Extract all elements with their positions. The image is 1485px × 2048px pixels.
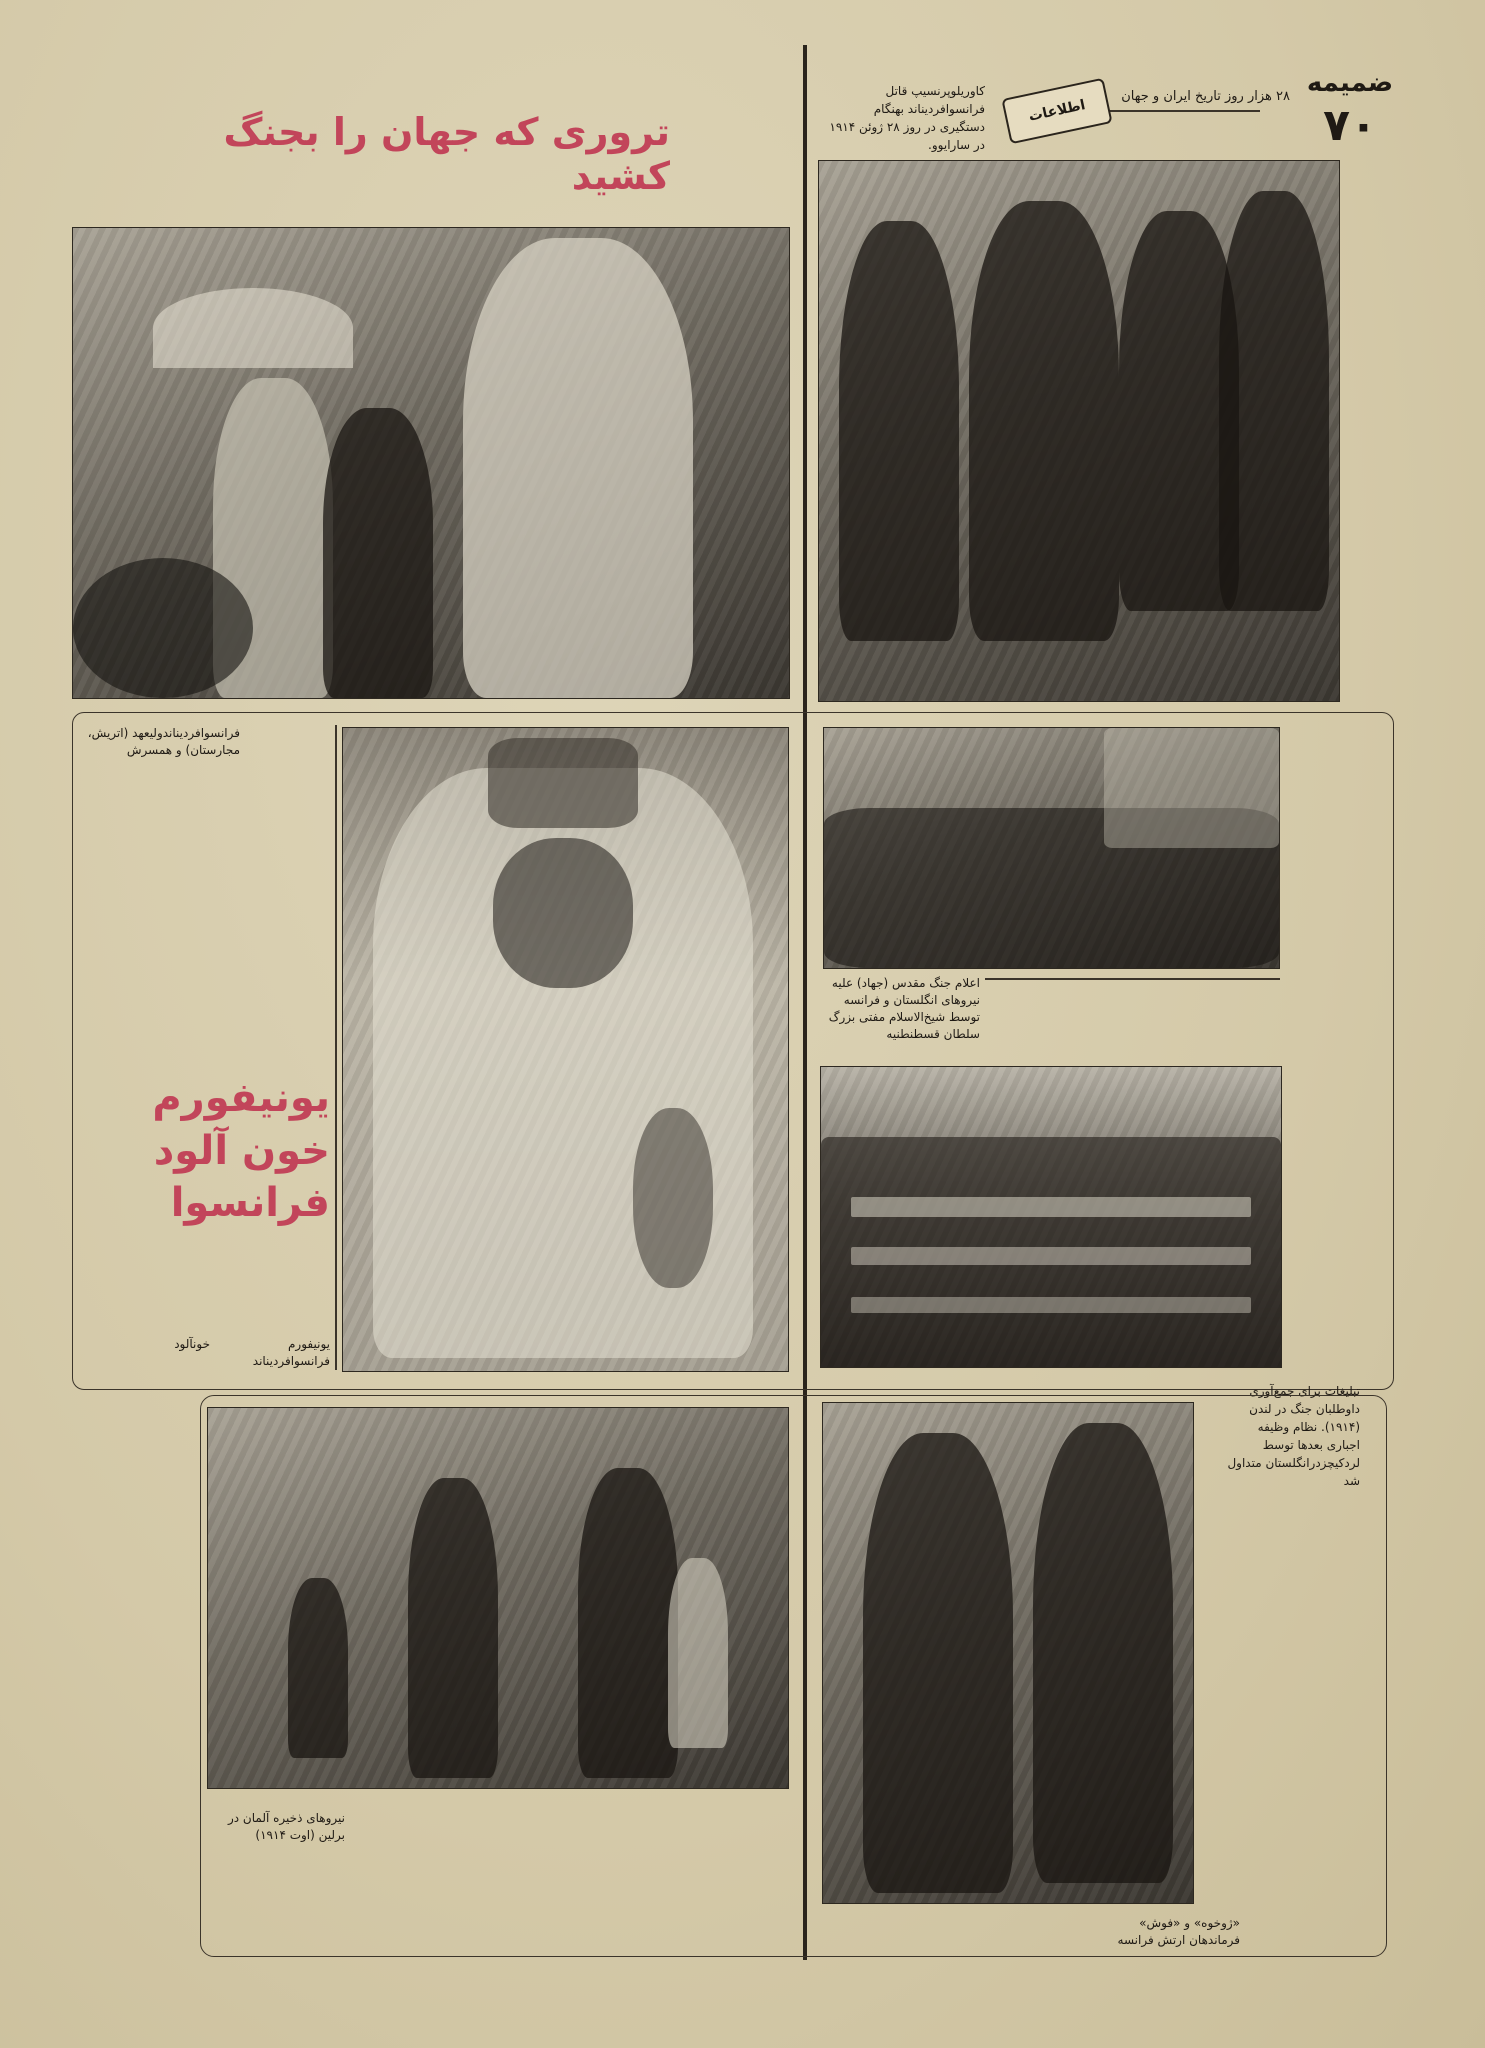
uniform-title-line2: خون آلود bbox=[153, 1128, 330, 1174]
umbrella-shape bbox=[153, 288, 353, 368]
logo-text: اطلاعات bbox=[1027, 97, 1087, 125]
banner-strip bbox=[851, 1197, 1251, 1217]
photo-princip-arrest bbox=[818, 160, 1340, 702]
supplement-label: ضمیمه bbox=[1306, 68, 1394, 98]
crowd-figure bbox=[839, 221, 959, 641]
child-figure bbox=[668, 1558, 728, 1748]
banner-strip bbox=[851, 1297, 1251, 1313]
photo-london-recruiting bbox=[820, 1066, 1282, 1368]
crowd-figure bbox=[1219, 191, 1329, 611]
caption-arrest: کاوریلوپرنسیپ قاتل فرانسوافردیناند بهنگام دستگیری در روز ۲۸ ژوئن ۱۹۱۴ در سارایوو. bbox=[829, 84, 985, 152]
photo-archduke-carriage bbox=[72, 227, 790, 699]
caption-jihad: اعلام جنگ مقدس (جهاد) علیه نیروهای انگلستان و فرانسه توسط شیخ‌الاسلام مفتی بزرگ سلطان قسطنطنیه bbox=[828, 976, 980, 1041]
caption-couple: فرانسوافردیناندولیعهد (اتریش، مجارستان) و همسرش bbox=[87, 726, 240, 757]
caption-uniform-b: خونآلود bbox=[174, 1337, 210, 1351]
main-title: تروری که جهان را بجنگ کشید bbox=[223, 110, 670, 198]
uniform-title-line3: فرانسوا bbox=[170, 1180, 330, 1226]
photo-berlin-reserves bbox=[207, 1407, 789, 1789]
blood-stain bbox=[633, 1108, 713, 1288]
caption-uniform-a: یونیفورم فرانسوافردیناند bbox=[252, 1337, 330, 1368]
building-shape bbox=[1104, 728, 1279, 848]
figure-archduke bbox=[463, 238, 693, 698]
photo-jihad-declaration bbox=[823, 727, 1280, 969]
general-joffre bbox=[863, 1433, 1013, 1893]
figure-officer bbox=[323, 408, 433, 698]
newspaper-logo bbox=[1001, 78, 1112, 145]
uniform-side-line bbox=[335, 725, 337, 1370]
series-title: ۲۸ هزار روز تاریخ ایران و جهان bbox=[1121, 89, 1290, 104]
photo-joffre-foch bbox=[822, 1402, 1194, 1904]
banner-strip bbox=[851, 1247, 1251, 1265]
supplement-number: ۷۰ bbox=[1323, 100, 1377, 151]
blood-stain bbox=[493, 838, 633, 988]
series-underline bbox=[1110, 110, 1260, 112]
collar-shape bbox=[488, 738, 638, 828]
crowd-figure bbox=[969, 201, 1119, 641]
child-figure bbox=[288, 1578, 348, 1758]
photo-bloodstained-uniform bbox=[342, 727, 789, 1372]
caption-generals: «ژوخوه» و «فوش» فرماندهان ارتش فرانسه bbox=[1117, 1916, 1240, 1947]
soldier-figure bbox=[408, 1478, 498, 1778]
caption-london: تبلیغات برای جمع‌آوری داوطلبان جنگ در لندن (۱۹۱۴). نظام وظیفه اجباری بعدها توسط لردکیچزدرانگلستان متداول شد bbox=[1227, 1384, 1360, 1488]
carriage-wheel bbox=[73, 558, 253, 698]
soldier-figure bbox=[578, 1468, 678, 1778]
jihad-caption-line bbox=[985, 978, 1280, 980]
general-foch bbox=[1033, 1423, 1173, 1883]
uniform-title-line1: یونیفورم bbox=[152, 1075, 330, 1121]
caption-berlin: نیروهای ذخیره آلمان در برلین (اوت ۱۹۱۴) bbox=[227, 1811, 345, 1842]
